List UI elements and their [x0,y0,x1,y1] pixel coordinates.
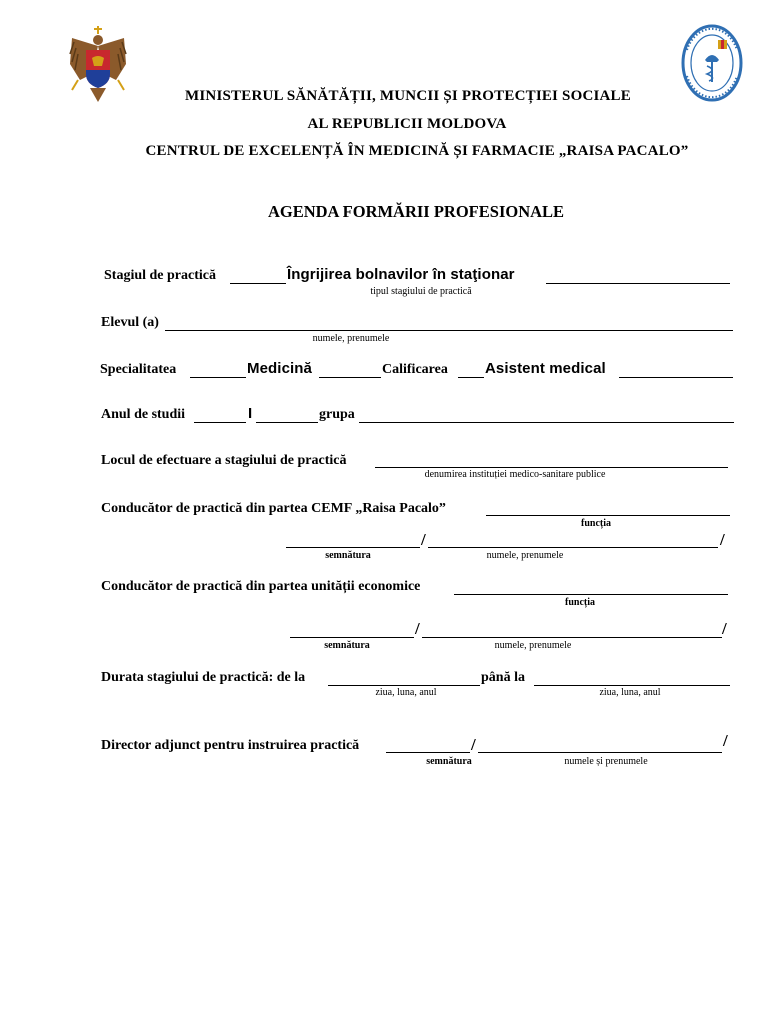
calificare-line-a [458,377,484,378]
grupa-line[interactable] [359,422,734,423]
director-nume-line[interactable] [478,752,722,753]
cond2-nume-line[interactable] [422,637,722,638]
specialitate-value: Medicină [247,360,312,377]
cond2-functia-line[interactable] [454,594,728,595]
cond2-semn-line[interactable] [290,637,414,638]
document-title: AGENDA FORMĂRII PROFESIONALE [267,202,565,221]
grupa-label: grupa [319,407,355,422]
an-label: Anul de studii [101,407,186,422]
cond1-semn-line[interactable] [286,547,420,548]
cond1-caption-functia: funcția [581,518,611,529]
durata-to-line[interactable] [534,685,730,686]
durata-label: Durata stagiului de practică: de la [101,670,306,685]
locul-line[interactable] [375,467,728,468]
cond2-caption-nume: numele, prenumele [494,640,572,651]
stagiu-value: Îngrijirea bolnavilor în staţionar [287,266,515,283]
cond1-nume-line[interactable] [428,547,718,548]
calificare-line-b [619,377,733,378]
durata-caption-from: ziua, luna, anul [375,687,437,698]
elev-label: Elevul (a) [101,315,159,330]
cond2-caption-semn: semnătura [324,640,370,651]
cond2-slash-b: / [722,619,727,638]
locul-caption: denumirea instituției medico-sanitare publice [424,469,606,480]
locul-label: Locul de efectuare a stagiului de practică [101,453,347,468]
center-heading: CENTRUL DE EXCELENȚĂ ÎN MEDICINĂ ȘI FARMACIE „RAISA PACALO” [145,143,689,159]
an-line-a [194,422,246,423]
calificare-label: Calificarea [382,362,448,377]
elev-line[interactable] [165,330,733,331]
stagiu-line-a [230,283,286,284]
durata-caption-to: ziua, luna, anul [599,687,661,698]
director-semn-line[interactable] [386,752,470,753]
durata-from-line[interactable] [328,685,480,686]
cond2-caption-functia: funcția [565,597,595,608]
republic-heading: AL REPUBLICII MOLDOVA [307,116,507,132]
stagiu-caption: tipul stagiului de practică [370,286,472,297]
stagiu-label: Stagiul de practică [104,268,216,283]
specialitate-line-b [319,377,381,378]
cond2-slash-a: / [415,619,420,638]
an-value: I [248,405,253,422]
director-slash-b: / [723,731,728,750]
elev-caption: numele, prenumele [312,333,390,344]
durata-pana-label: până la [481,670,525,685]
specialitate-label: Specialitatea [100,362,177,377]
cond1-slash-a: / [421,530,426,549]
cond1-caption-semn: semnătura [325,550,371,561]
director-label: Director adjunct pentru instruirea practică [101,738,360,753]
stagiu-line-b[interactable] [546,283,730,284]
cond1-functia-line[interactable] [486,515,730,516]
director-slash-a: / [471,735,476,754]
cond1-label: Conducător de practică din partea CEMF „Raisa Pacalo” [101,501,446,516]
specialitate-line-a [190,377,246,378]
cond1-caption-nume: numele, prenumele [486,550,564,561]
cond1-slash-b: / [720,530,725,549]
ministry-heading: MINISTERUL SĂNĂTĂȚII, MUNCII ȘI PROTECȚIEI SOCIALE [185,88,631,104]
an-line-b [256,422,318,423]
cond2-label: Conducător de practică din partea unității economice [101,579,421,594]
calificare-value: Asistent medical [485,360,606,377]
director-caption-semn: semnătura [426,756,472,767]
director-caption-nume: numele și prenumele [564,756,648,767]
